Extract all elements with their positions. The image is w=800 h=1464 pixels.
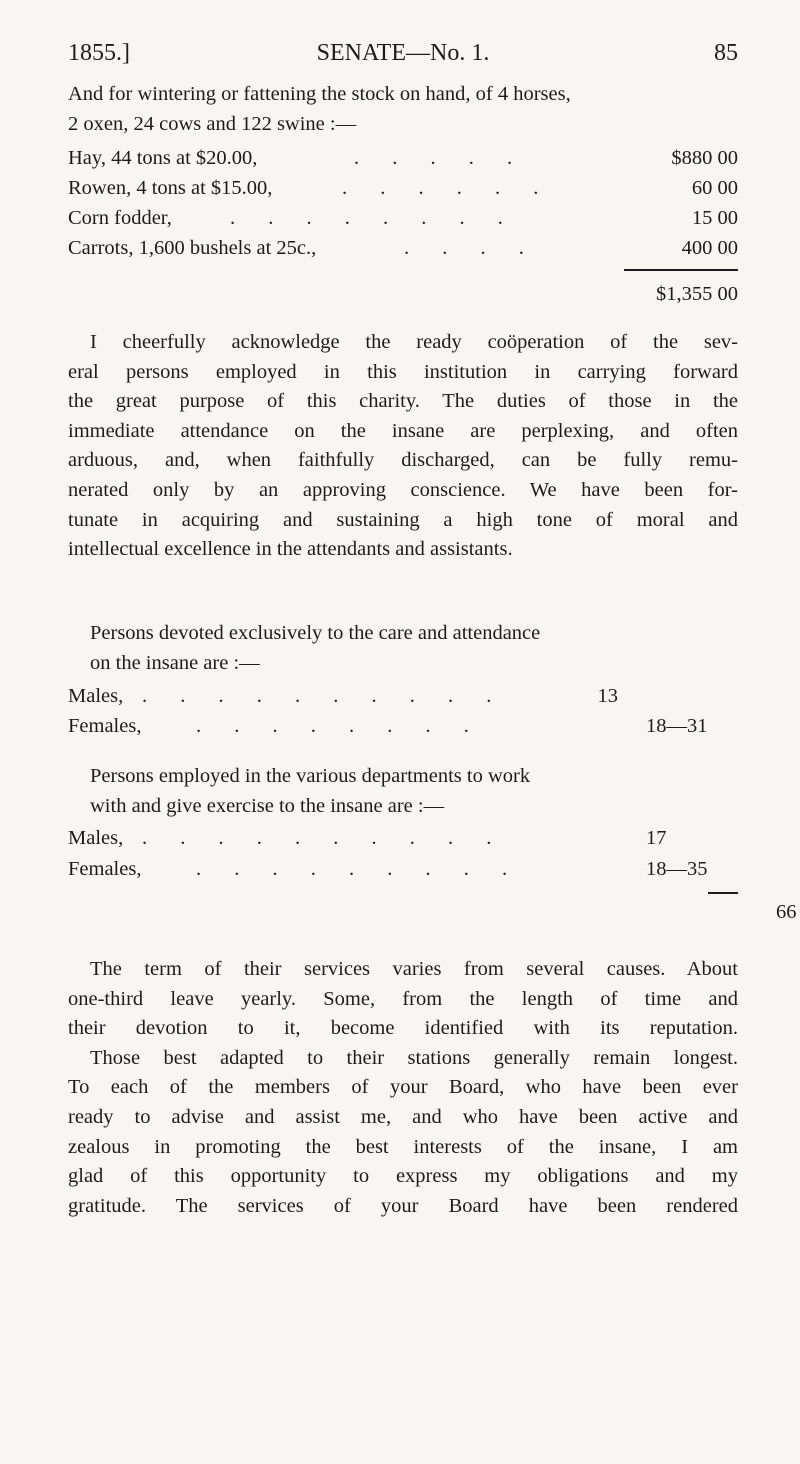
paragraph-line: Those best adapted to their stations generally remain longest. (90, 1046, 738, 1069)
leader-dots: . . . . . . . . . (196, 858, 522, 880)
cost-label: Hay, 44 tons at $20.00, (68, 147, 258, 169)
sum-rule (708, 892, 738, 894)
workers-heading (68, 762, 668, 821)
staff-label: Females, (68, 715, 142, 737)
leader-dots: . . . . (404, 237, 538, 259)
paragraph-line: ready to advise and assist me, and who have been active and (68, 1105, 738, 1128)
cost-total-row (68, 279, 738, 309)
leader-dots: . . . . . (354, 147, 527, 169)
paragraph-line: Persons employed in the various departments to work (90, 765, 531, 787)
cost-row (68, 143, 738, 173)
attendants-row (68, 710, 738, 742)
paragraph-line: To each of the members of your Board, who have been ever (68, 1076, 738, 1099)
paragraph-line: with and give exercise to the insane are :— (90, 794, 445, 817)
cost-label: Corn fodder, (68, 207, 172, 229)
paragraph-line: eral persons employed in this institution in carrying forward (68, 360, 738, 383)
paragraph-line: gratitude. The services of your Board have been rendered (68, 1194, 738, 1217)
cost-amount: 15 00 (691, 207, 738, 229)
cost-row (68, 203, 738, 233)
acknowledgment-paragraph (68, 328, 738, 565)
leader-dots: . . . . . . (342, 177, 553, 199)
cost-row (68, 233, 738, 263)
cost-amount: $880 00 (671, 147, 738, 169)
paragraph-line: their devotion to it, become identified with its reputation. (68, 1017, 738, 1040)
paragraph-line: on the insane are :— (90, 651, 260, 674)
header-page-number: 85 (714, 40, 738, 66)
leader-dots: . . . . . . . . (196, 715, 483, 737)
staff-label: Males, (68, 685, 124, 707)
cost-row (68, 173, 738, 203)
leader-dots: . . . . . . . . . . (142, 685, 506, 707)
paragraph-line: nerated only by an approving conscience. We have been for- (68, 478, 738, 501)
paragraph-line: immediate attendance on the insane are perplexing, and often (68, 419, 738, 442)
workers-total-row: 66 (776, 901, 797, 923)
staff-count: 18—35 (646, 858, 708, 880)
attendants-row (68, 680, 738, 712)
paragraph-line: one-third leave yearly. Some, from the length of time and (68, 987, 738, 1010)
paragraph-line: The term of their services varies from several causes. About (90, 958, 738, 980)
paragraph-line: tunate in acquiring and sustaining a high tone of moral and (68, 508, 738, 531)
staff-count: 13 (597, 685, 618, 707)
paragraph-line: glad of this opportunity to express my obligations and my (68, 1165, 738, 1188)
workers-row (68, 853, 738, 885)
header-year: 1855.] (68, 40, 130, 66)
leader-dots: . . . . . . . . . . (142, 827, 506, 849)
staff-label: Females, (68, 858, 142, 880)
paragraph-line: 2 oxen, 24 cows and 122 swine :— (68, 112, 357, 135)
paragraph-line: intellectual excellence in the attendants and assistants. (68, 538, 513, 561)
attendants-heading (68, 619, 668, 678)
closing-paragraph (68, 955, 738, 1221)
sum-rule (624, 269, 738, 271)
paragraph-line: And for wintering or fattening the stock on hand, of 4 horses, (68, 83, 571, 105)
staff-label: Males, (68, 827, 124, 849)
page-header (68, 40, 738, 74)
staff-count: 17 (646, 827, 667, 849)
cost-total: $1,355 00 (656, 283, 738, 305)
paragraph-line: zealous in promoting the best interests of the insane, I am (68, 1135, 738, 1158)
cost-label: Carrots, 1,600 bushels at 25c., (68, 237, 317, 259)
cost-amount: 60 00 (691, 177, 738, 199)
intro-paragraph (68, 80, 738, 139)
workers-row (68, 822, 738, 854)
paragraph-line: I cheerfully acknowledge the ready coöperation of the sev- (90, 331, 738, 353)
leader-dots: . . . . . . . . (230, 207, 517, 229)
paragraph-line: the great purpose of this charity. The duties of those in the (68, 390, 738, 413)
cost-amount: 400 00 (681, 237, 738, 259)
staff-count: 18—31 (646, 715, 708, 737)
paragraph-line: Persons devoted exclusively to the care and attendance (90, 622, 541, 644)
cost-label: Rowen, 4 tons at $15.00, (68, 177, 273, 199)
paragraph-line: arduous, and, when faithfully discharged, can be fully remu- (68, 449, 738, 472)
header-document-title: SENATE—No. 1. (316, 40, 490, 66)
